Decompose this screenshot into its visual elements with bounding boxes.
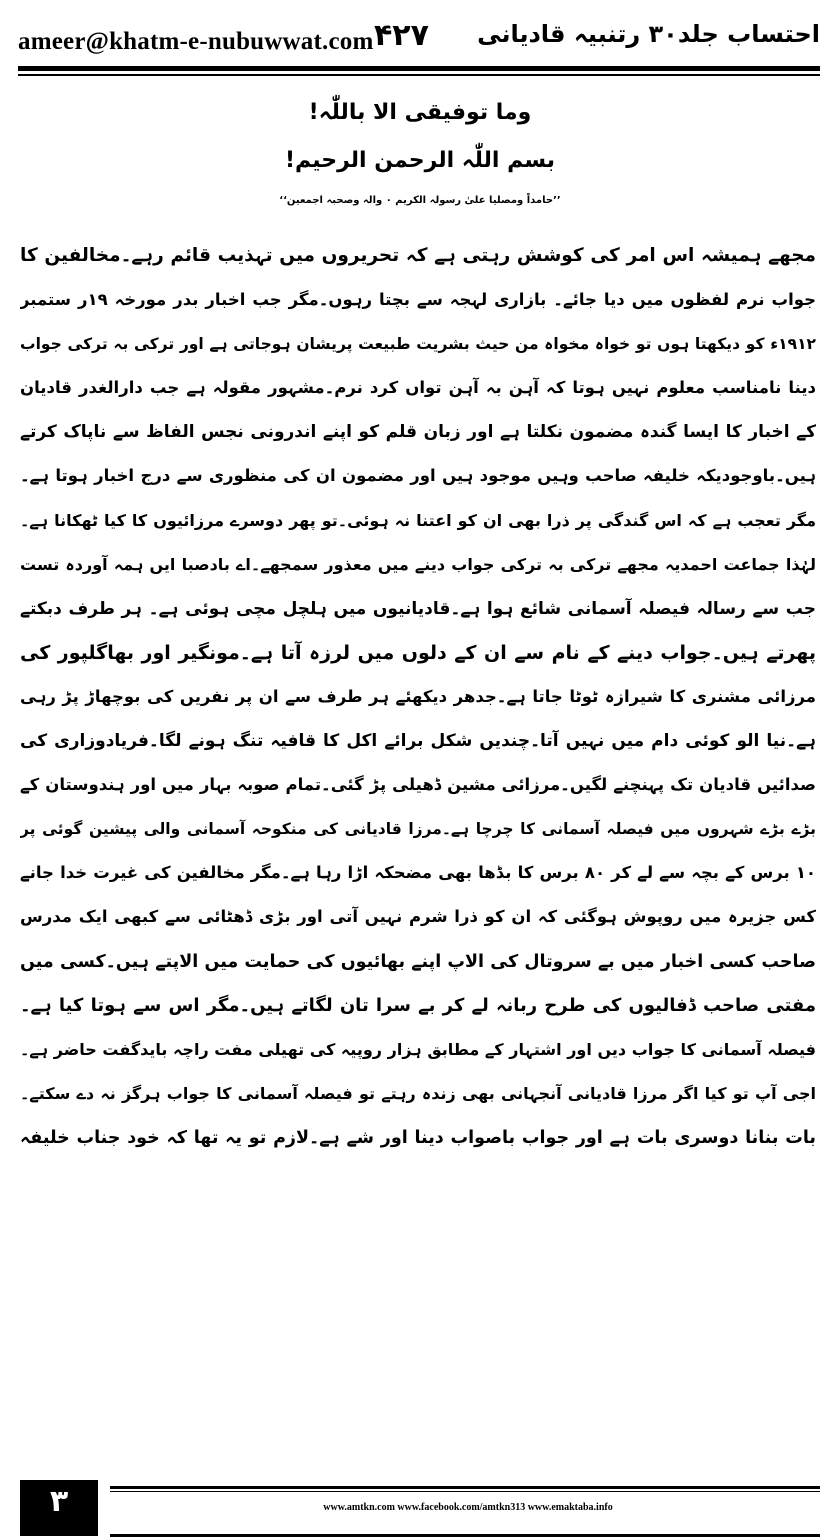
body-line: ہیں۔باوجودیکہ خلیفہ صاحب وہیں موجود ہیں اور مضمون ان کی منظوری سے درج اخبار ہوتا ہے۔ (20, 466, 816, 486)
footer-rule-top (110, 1486, 820, 1489)
body-line: کس جزیرہ میں روپوش ہوگئی کہ ان کو ذرا شرم نہیں آتی اور بڑی ڈھٹائی سے کبھی ایک مدرس (20, 907, 816, 927)
body-line: مفتی صاحب ڈفالیوں کی طرح ربانہ لے کر بے سرا تان لگاتے ہیں۔مگر اس سے ہوتا کیا ہے۔ (20, 994, 816, 1016)
footer-rule-thin (110, 1491, 820, 1492)
page-header (18, 14, 820, 60)
body-line: ہے۔نیا الو کوئی دام میں نہیں آتا۔چندیں شکل برائے اکل کا قافیہ تنگ ہونے لگا۔فریادوزاری کی (20, 731, 816, 752)
body-line: پھرتے ہیں۔جواب دینے کے نام سے ان کے دلوں میں لرزہ آتا ہے۔مونگیر اور بھاگلپور کی (20, 641, 816, 664)
body-line: ۱۹۱۲ء کو دیکھتا ہوں تو خواہ مخواہ من حیث بشریت طبیعت پریشان ہوجاتی ہے اور ترکی بہ ترکی جواب (20, 335, 816, 354)
body-line: مگر تعجب ہے کہ اس گندگی پر ذرا بھی ان کو اعتنا نہ ہوئی۔تو پھر دوسرے مرزائیوں کا کیا ٹھکانا ہے۔ (20, 510, 816, 530)
book-title: احتساب جلد۳۰ رتنبیہ قادیانی (477, 20, 820, 48)
body-line: صاحب کسی اخبار میں بے سروتال کی الاپ اپنے بھائیوں کی حمایت میں الاپتے ہیں۔کسی میں (20, 951, 816, 972)
heading-bismillah: بسم اللّٰہ الرحمن الرحیم! (284, 148, 556, 173)
body-line: لہٰذا جماعت احمدیہ مجھے ترکی بہ ترکی جواب دینے میں معذور سمجھے۔اے بادصبا ایں ہمہ آوردہ تست (20, 554, 816, 574)
footer-rule-bottom (110, 1534, 820, 1537)
footer-page-number: ۳ (49, 1484, 69, 1519)
body-line: جواب نرم لفظوں میں دیا جائے۔ بازاری لہجہ سے بچتا رہوں۔مگر جب اخبار بدر مورخہ ۱۹ر ستمبر (20, 290, 816, 310)
heading-hamdan: ’’حامداً ومصلیا علیٰ رسولہ الکریم ۰ والہ وصحبہ اجمعین‘‘ (279, 195, 561, 206)
body-line: دینا نامناسب معلوم نہیں ہوتا کہ آہن بہ آہن تواں کرد نرم۔مشہور مقولہ ہے جب دارالغدر قادیان (20, 378, 816, 398)
body-line: جب سے رسالہ فیصلہ آسمانی شائع ہوا ہے۔قادیانیوں میں ہلچل مچی ہوئی ہے۔ ہر طرف دبکتے (20, 598, 816, 619)
body-line: مرزائی مشنری کا شیرازہ ٹوٹا جاتا ہے۔جدھر دیکھئے ہر طرف سے ان پر نفریں کی بوچھاڑ پڑ رہی (20, 686, 816, 706)
body-line: کے اخبار کا ایسا گندہ مضمون نکلتا ہے اور زبان قلم کو اپنے اندرونی نجس الفاظ سے ناپاک کرتے (20, 422, 816, 443)
body-line: بات بنانا دوسری بات ہے اور جواب باصواب دینا اور شے ہے۔لازم تو یہ تھا کہ خود جناب خلیفہ (20, 1127, 816, 1148)
body-line: مجھے ہمیشہ اس امر کی کوشش رہتی ہے کہ تحریروں میں تہذیب قائم رہے۔مخالفین کا (20, 245, 816, 266)
header-rule-thick (18, 66, 820, 71)
body-line: ۱۰ برس کے بچہ سے لے کر ۸۰ برس کا بڈھا بھی مضحکہ اڑا رہا ہے۔مگر مخالفین کی غیرت خدا جانے (20, 863, 816, 883)
page-number: ۴۲۷ (374, 18, 429, 53)
heading-tawfiq: وما توفیقی الا باللّٰہ! (308, 100, 532, 125)
body-line: بڑے بڑے شہروں میں فیصلہ آسمانی کا چرچا ہے۔مرزا قادیانی کی منکوحہ آسمانی والی پیشین گوئی پر (20, 820, 816, 839)
body-text (20, 234, 816, 1160)
body-line: فیصلہ آسمانی کا جواب دیں اور اشتہار کے مطابق ہزار روپیہ کی تھیلی مفت راچہ بایدگفت حاضر ہے۔ (20, 1039, 816, 1059)
footer-urls: www.amtkn.com www.facebook.com/amtkn313 www.emaktaba.info (323, 1502, 613, 1513)
body-line: اجی آپ تو کیا اگر مرزا قادیانی آنجہانی بھی زندہ رہتے تو فیصلہ آسمانی کا جواب ہرگز نہ دے سکتے۔ (20, 1083, 816, 1103)
header-email: ameer@khatm-e-nubuwwat.com (18, 28, 374, 55)
header-rule-thin (18, 74, 820, 76)
body-line: صدائیں قادیان تک پہنچنے لگیں۔مرزائی مشین ڈھیلی پڑ گئی۔تمام صوبہ بہار میں اور ہندوستان کے (20, 775, 816, 795)
